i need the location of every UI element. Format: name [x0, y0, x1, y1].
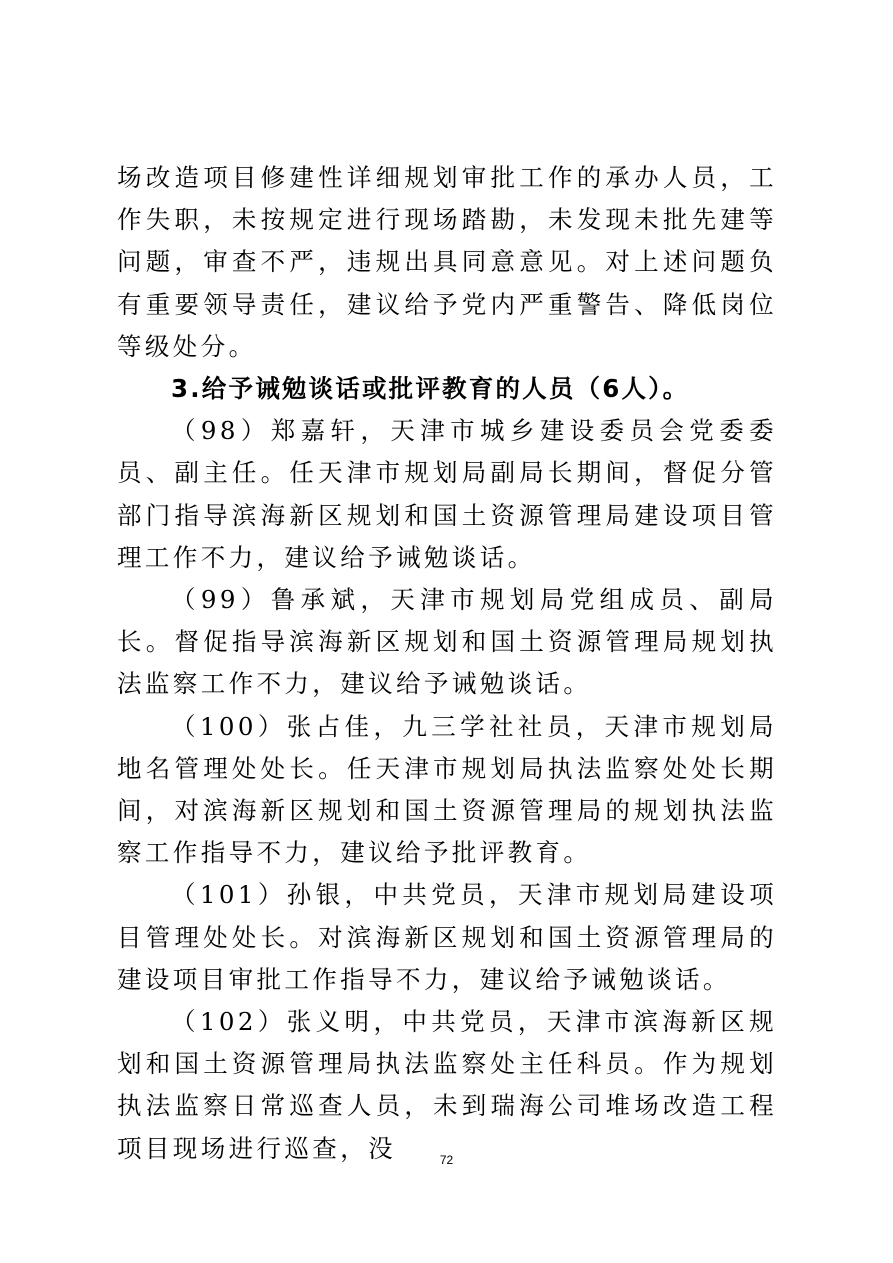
page-number: 72 — [439, 1153, 454, 1167]
paragraph-continuation: 场改造项目修建性详细规划审批工作的承办人员，工作失职，未按规定进行现场踏勘，未发现未批先建等问题，审查不严，违规出具同意意见。对上述问题负有重要领导责任，建议给予党内严重警告、降低岗位等级处分。 — [117, 163, 777, 361]
paragraph-item-102: （102）张义明，中共党员，天津市滨海新区规划和国土资源管理局执法监察处主任科员。作为规划执法监察日常巡查人员，未到瑞海公司堆场改造工程项目现场进行巡查，没 — [117, 1007, 777, 1163]
paragraph-item-98: （98）郑嘉轩，天津市城乡建设委员会党委委员、副主任。任天津市规划局副局长期间，督促分管部门指导滨海新区规划和国土资源管理局建设项目管理工作不力，建议给予诫勉谈话。 — [117, 416, 777, 572]
paragraph-item-101: （101）孙银，中共党员，天津市规划局建设项目管理处处长。对滨海新区规划和国土资源管理局的建设项目审批工作指导不力，建议给予诫勉谈话。 — [117, 880, 777, 994]
document-body — [117, 157, 777, 1170]
section-heading: 3.给予诫勉谈话或批评教育的人员（6人）。 — [171, 374, 690, 404]
paragraph-item-99: （99）鲁承斌，天津市规划局党组成员、副局长。督促指导滨海新区规划和国土资源管理局规划执法监察工作不力，建议给予诫勉谈话。 — [117, 585, 777, 699]
paragraph-item-100: （100）张占佳，九三学社社员，天津市规划局地名管理处处长。任天津市规划局执法监察处处长期间，对滨海新区规划和国土资源管理局的规划执法监察工作指导不力，建议给予批评教育。 — [117, 711, 777, 868]
